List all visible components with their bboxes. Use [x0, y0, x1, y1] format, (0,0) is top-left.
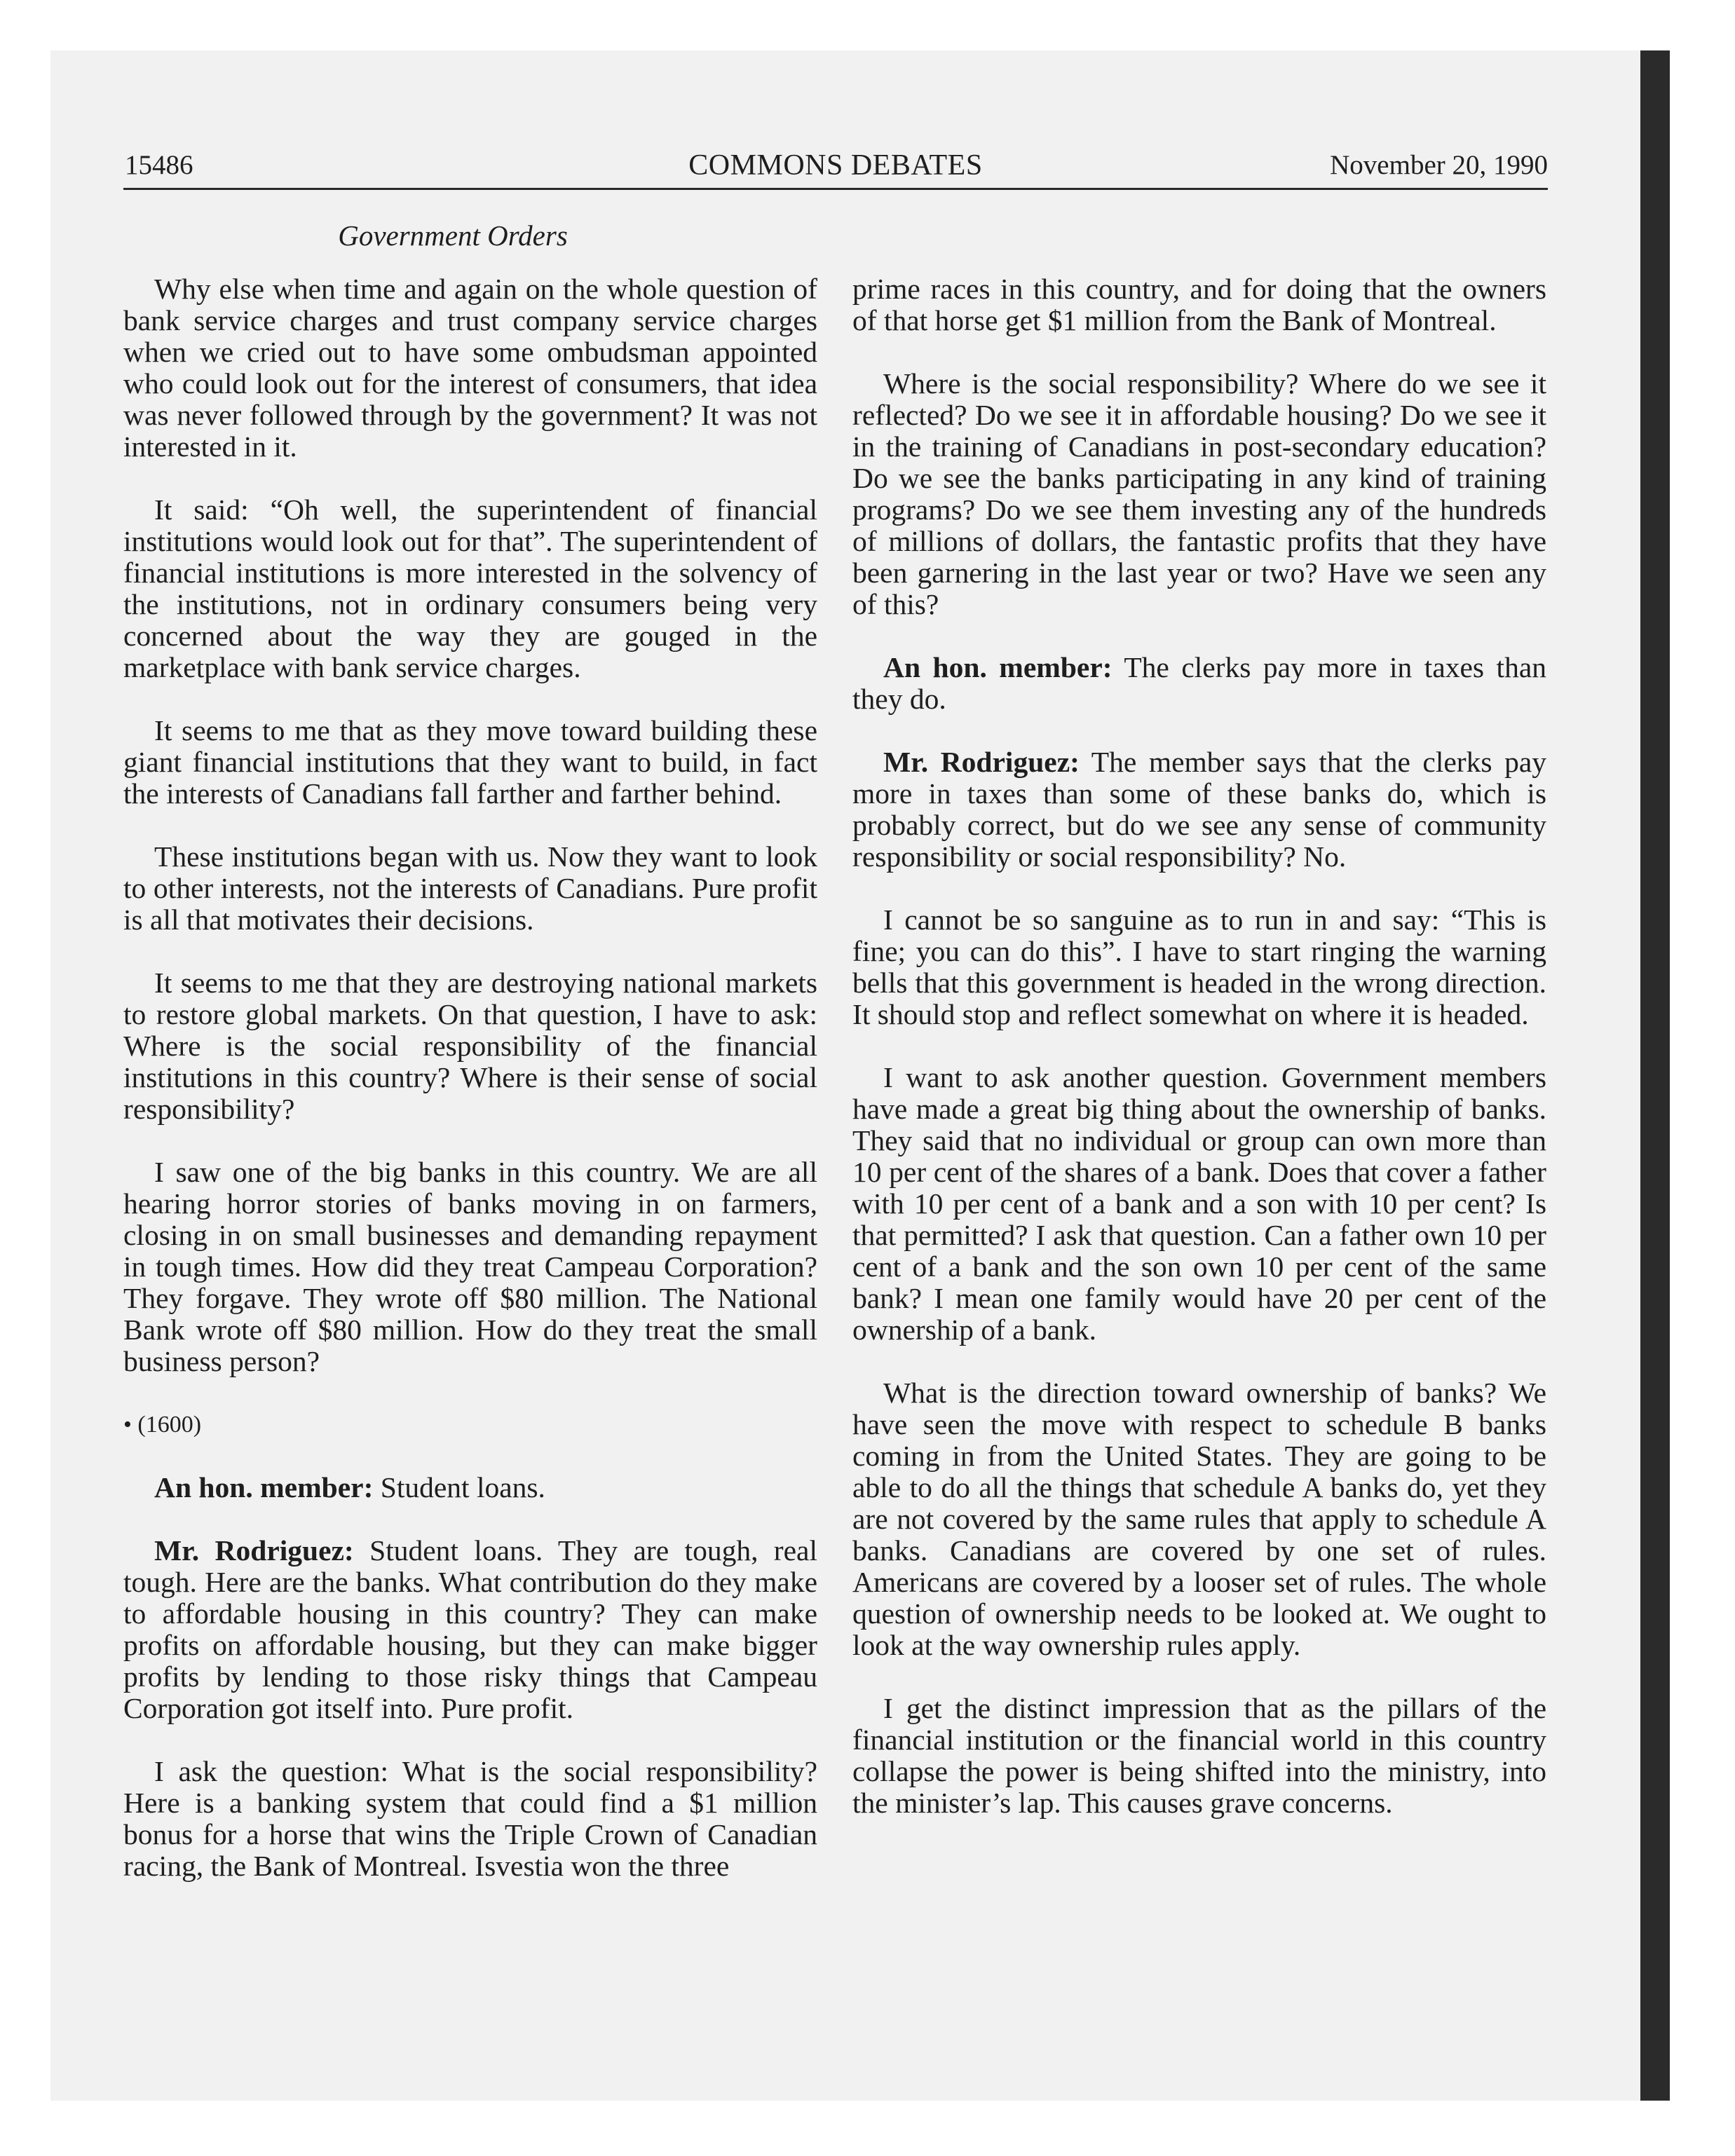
paragraph: I want to ask another question. Government members have made a great big thing about the ownership of banks. They said that no individual or group can own more than 10 per cent of the shares of a bank. Does that cover a father with 10 per cent of a bank and a son with 10 per cent? Is that permitted? I ask that question. Can a father own 10 per cent of a bank and the son own 10 per cent of the same bank? I mean one family would have 20 per cent of the ownership of a bank.	[852, 1061, 1546, 1346]
time-marker: • (1600)	[123, 1412, 202, 1438]
paragraph: Why else when time and again on the whole question of bank service charges and trust company service charges when we cried out to have some ombudsman appointed who could look out for the interest of consumers, that idea was never followed through by the government? It was not interested in it.	[123, 273, 817, 463]
speaker-name: Mr. Rodriguez:	[883, 746, 1080, 778]
speech-paragraph	[123, 1535, 817, 1724]
running-header	[123, 146, 1548, 190]
section-heading: Government Orders	[338, 219, 568, 252]
paragraph: I ask the question: What is the social responsibility? Here is a banking system that could find a $1 million bonus for a horse that wins the Triple Crown of Canadian racing, the Bank of Montreal. Isvestia won the three	[123, 1755, 817, 1882]
speech-paragraph	[852, 652, 1546, 715]
paragraph: It said: “Oh well, the superintendent of financial institutions would look out for that”. The superintendent of financial institutions is more interested in the solvency of the institutions, not in ordinary consumers being very concerned about the way they are gouged in the marketplace with bank service charges.	[123, 493, 817, 683]
left-column	[123, 273, 817, 1913]
speech-text: Student loans. They are tough, real tough. Here are the banks. What contribution do they make to affordable housing in this country? They can make profits on affordable housing, but they can make bigger profits by lending to those risky things that Campeau Corporation got itself into. Pure profit.	[123, 1534, 817, 1724]
paragraph: What is the direction toward ownership of banks? We have seen the move with respect to schedule B banks coming in from the United States. They are going to be able to do all the things that schedule A banks do, yet they are not covered by the same rules that apply to schedule A banks. Canadians are covered by one set of rules. Americans are covered by a looser set of rules. The whole question of ownership needs to be looked at. We ought to look at the way ownership rules apply.	[852, 1377, 1546, 1661]
paragraph: These institutions began with us. Now they want to look to other interests, not the interests of Canadians. Pure profit is all that motivates their decisions.	[123, 840, 817, 936]
page-spine-shadow	[1640, 50, 1670, 2101]
paragraph: I get the distinct impression that as the pillars of the financial institution or the financial world in this country collapse the power is being shifted into the ministry, into the minister’s lap. This causes grave concerns.	[852, 1692, 1546, 1819]
speech-text: Student loans.	[373, 1471, 545, 1503]
speech-paragraph	[123, 1472, 817, 1503]
speaker-name: An hon. member:	[883, 651, 1113, 683]
speech-text: The member says that the clerks pay more in taxes than some of these banks do, which is probably correct, but do we see any sense of community responsibility or social responsibility? No.	[852, 746, 1546, 873]
speaker-name: An hon. member:	[154, 1471, 374, 1503]
journal-title: COMMONS DEBATES	[688, 149, 983, 182]
right-column	[852, 273, 1546, 1850]
speech-text: The clerks pay more in taxes than they do.	[852, 651, 1546, 715]
paragraph: I cannot be so sanguine as to run in and say: “This is fine; you can do this”. I have to start ringing the warning bells that this government is headed in the wrong direction. It should stop and reflect somewhat on where it is headed.	[852, 903, 1546, 1030]
paragraph: prime races in this country, and for doing that the owners of that horse get $1 million from the Bank of Montreal.	[852, 273, 1546, 336]
header-date: November 20, 1990	[1330, 150, 1548, 180]
speech-paragraph	[852, 746, 1546, 873]
page-number: 15486	[125, 150, 193, 180]
paragraph: It seems to me that as they move toward building these giant financial institutions that they want to build, in fact the interests of Canadians fall farther and farther behind.	[123, 714, 817, 810]
paragraph: Where is the social responsibility? Where do we see it reflected? Do we see it in affordable housing? Do we see it in the training of Canadians in post-secondary education? Do we see the banks participating in any kind of training programs? Do we see them investing any of the hundreds of millions of dollars, the fantastic profits that they have been garnering in the last year or two? Have we seen any of this?	[852, 367, 1546, 620]
paragraph: It seems to me that they are destroying national markets to restore global markets. On that question, I have to ask: Where is the social responsibility of the financial institutions in this country? Where is their sense of social responsibility?	[123, 967, 817, 1125]
speaker-name: Mr. Rodriguez:	[154, 1534, 354, 1567]
paragraph: I saw one of the big banks in this country. We are all hearing horror stories of banks moving in on farmers, closing in on small businesses and demanding repayment in tough times. How did they treat Campeau Corporation? They forgave. They wrote off $80 million. The National Bank wrote off $80 million. How do they treat the small business person?	[123, 1156, 817, 1377]
